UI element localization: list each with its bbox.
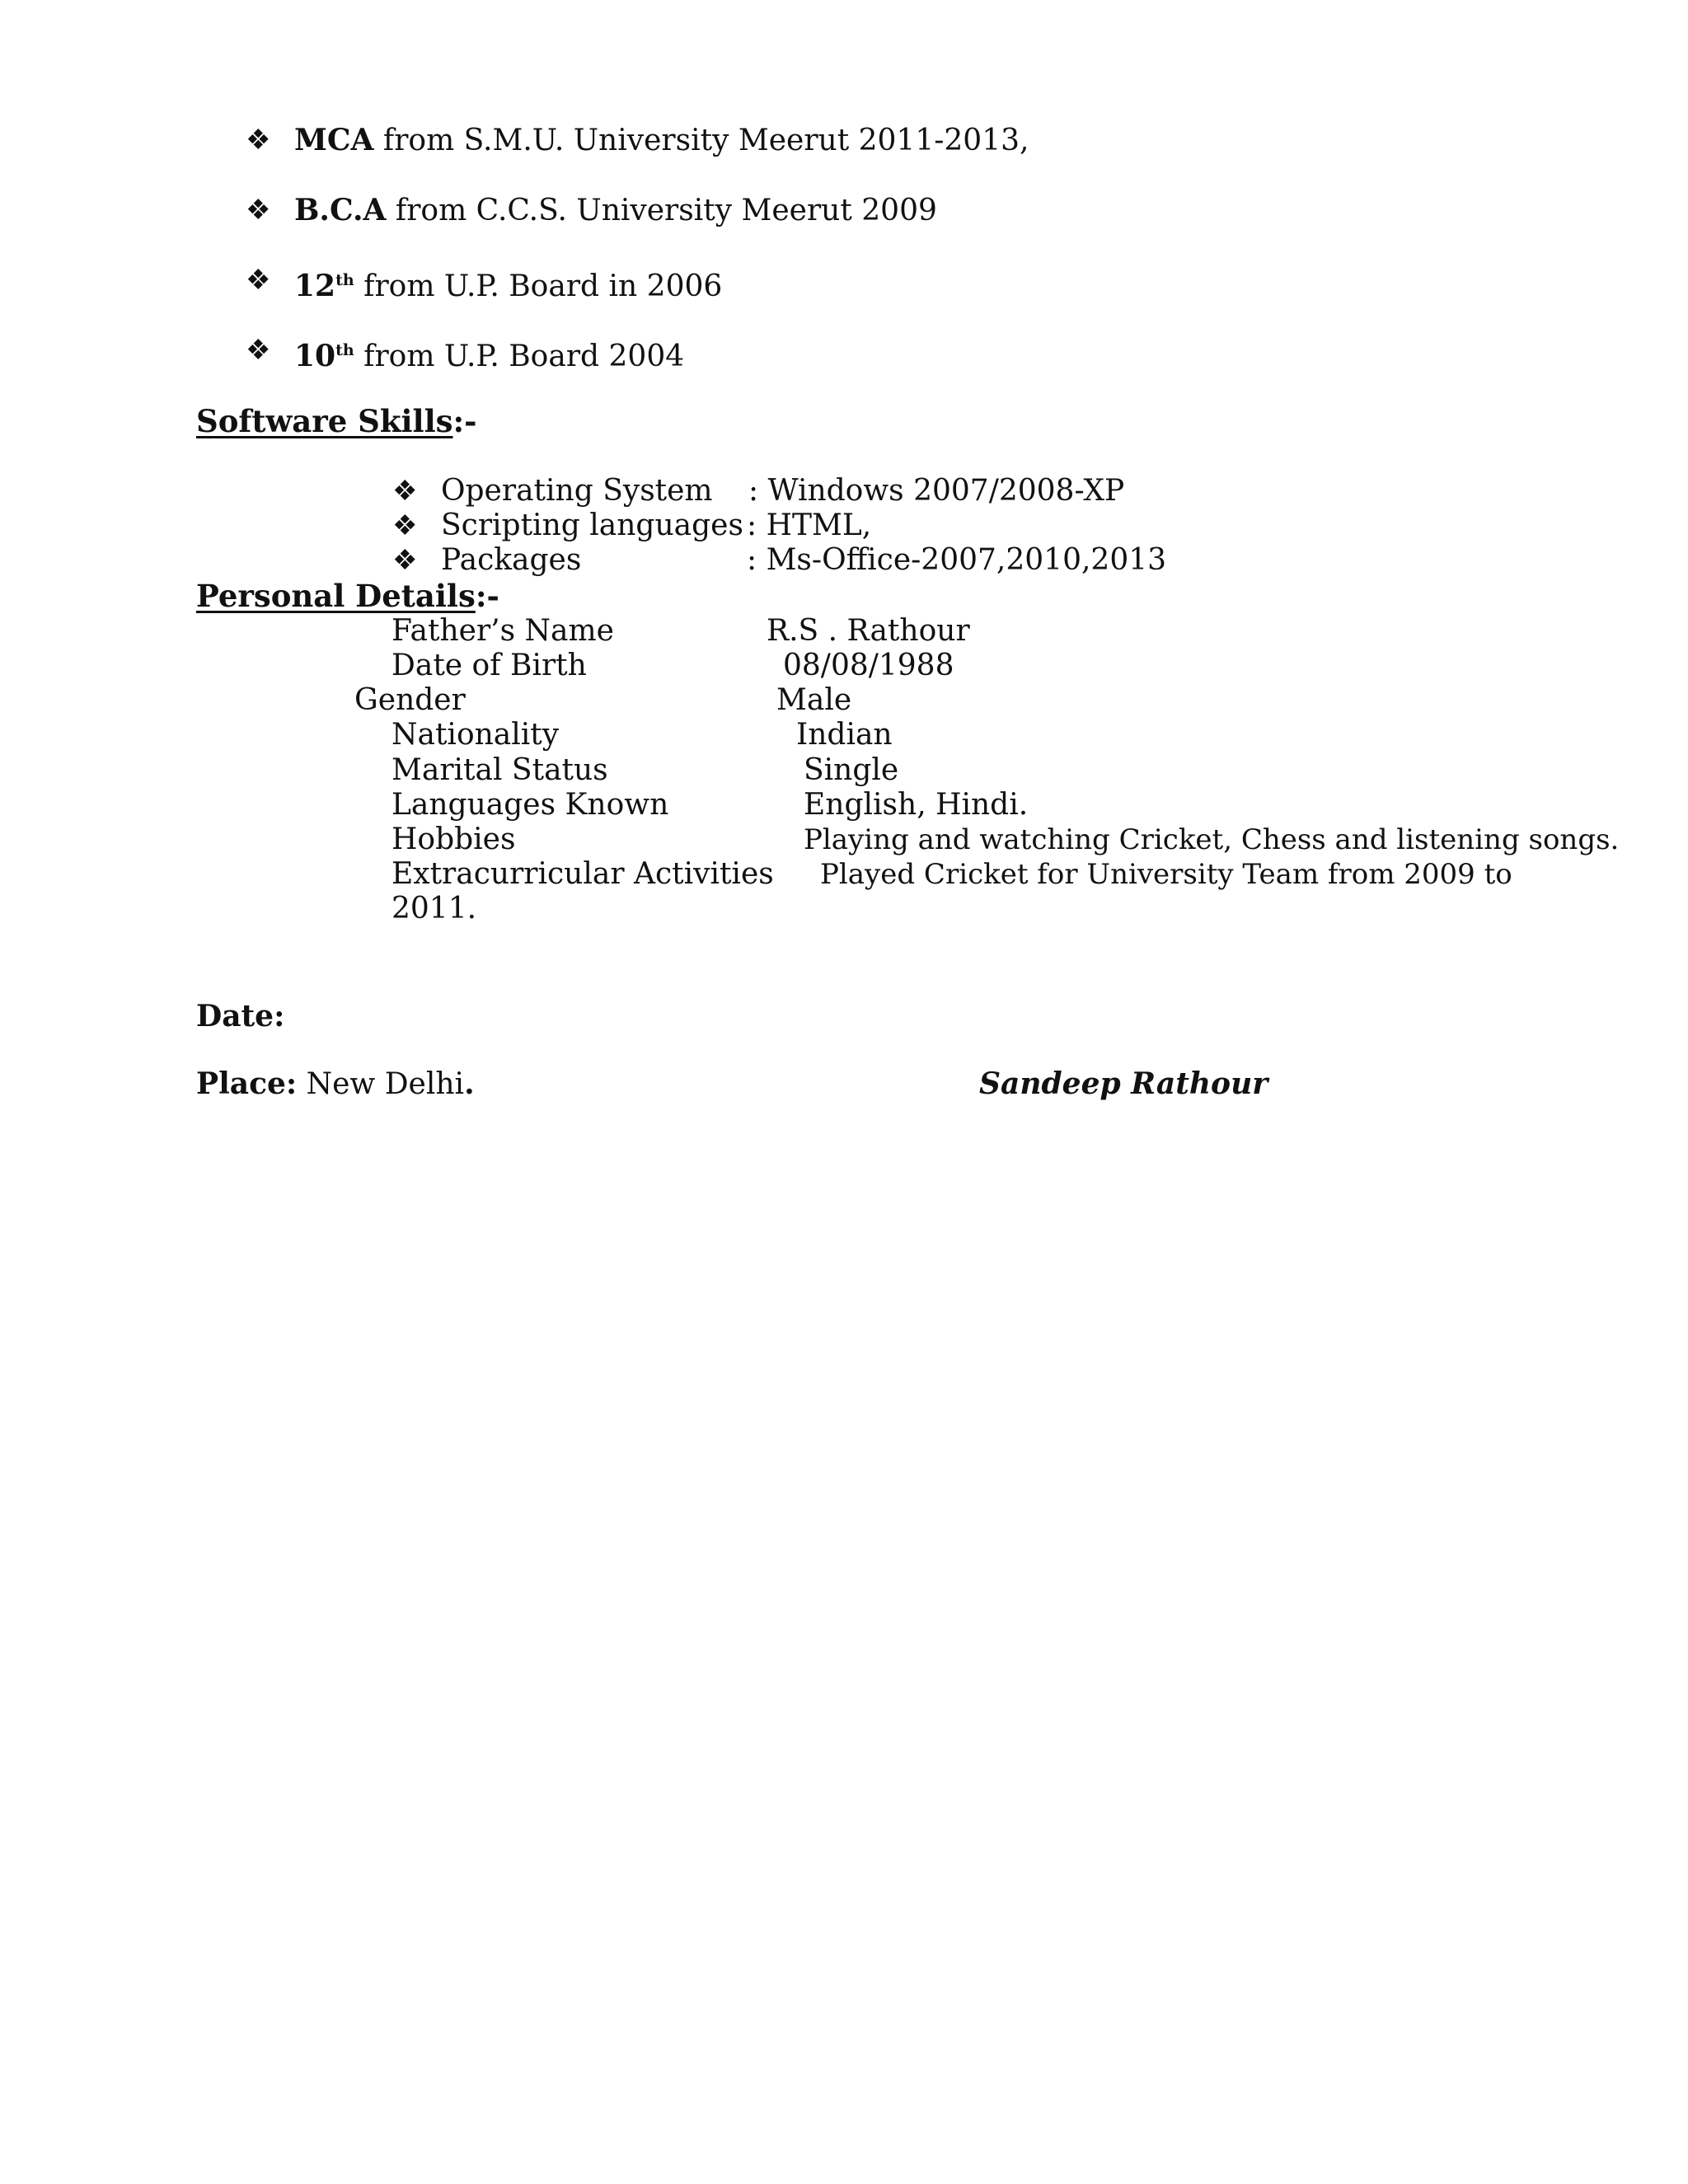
skill-value: : Ms-Office-2007,2010,2013 <box>747 543 1167 577</box>
detail-label: Date of Birth <box>392 649 587 682</box>
education-degree: MCA <box>294 123 374 157</box>
diamond-bullet-icon: ❖ <box>392 509 418 542</box>
place-label: Place: <box>196 1066 298 1101</box>
education-degree: 12 <box>294 269 336 303</box>
diamond-bullet-icon: ❖ <box>246 194 271 227</box>
education-detail: from U.P. Board 2004 <box>354 340 685 373</box>
place-line <box>196 1066 475 1103</box>
diamond-bullet-icon: ❖ <box>246 264 271 297</box>
education-degree: 10 <box>294 339 336 373</box>
diamond-bullet-icon: ❖ <box>246 124 271 157</box>
detail-label: Gender <box>354 683 466 717</box>
skill-label: Operating System <box>441 474 713 508</box>
education-item <box>294 332 684 375</box>
detail-value: Indian <box>796 718 893 752</box>
place-period: . <box>464 1066 475 1101</box>
detail-value: Male <box>776 683 852 717</box>
detail-label: Marital Status <box>392 753 608 787</box>
place-value: New Delhi <box>297 1067 465 1101</box>
skill-label: Packages <box>441 543 582 577</box>
detail-value: R.S . Rathour <box>767 614 970 648</box>
education-detail: from U.P. Board in 2006 <box>354 269 723 303</box>
detail-value: 08/08/1988 <box>783 649 954 682</box>
skill-value: : Windows 2007/2008-XP <box>748 474 1125 508</box>
skill-label: Scripting languages <box>441 509 743 542</box>
education-detail: from C.C.S. University Meerut 2009 <box>386 194 937 227</box>
education-superscript: th <box>335 341 354 359</box>
detail-value: Single <box>804 753 899 787</box>
education-detail: from S.M.U. University Meerut 2011-2013, <box>373 124 1029 157</box>
detail-value: English, Hindi. <box>804 788 1029 822</box>
detail-label: Languages Known <box>392 788 669 822</box>
signature-name: Sandeep Rathour <box>979 1066 1268 1101</box>
detail-label: Father’s Name <box>392 614 614 648</box>
education-item <box>294 262 722 305</box>
diamond-bullet-icon: ❖ <box>246 334 271 367</box>
education-superscript: th <box>335 271 354 289</box>
detail-label: Nationality <box>392 718 560 752</box>
detail-label: Extracurricular Activities <box>392 857 774 891</box>
detail-value-continuation: 2011. <box>392 892 477 926</box>
software-skills-heading: Software Skills:- <box>196 403 477 439</box>
skill-value: : HTML, <box>747 509 872 542</box>
personal-details-heading: Personal Details:- <box>196 578 499 614</box>
date-label: Date: <box>196 999 285 1033</box>
detail-label: Hobbies <box>392 823 516 856</box>
education-degree: B.C.A <box>294 193 387 227</box>
diamond-bullet-icon: ❖ <box>392 544 418 577</box>
education-item <box>294 192 937 229</box>
detail-value: Played Cricket for University Team from 2009 to <box>820 858 1512 891</box>
education-item <box>294 122 1029 159</box>
detail-value: Playing and watching Cricket, Chess and listening songs. <box>804 823 1620 856</box>
diamond-bullet-icon: ❖ <box>392 475 418 508</box>
